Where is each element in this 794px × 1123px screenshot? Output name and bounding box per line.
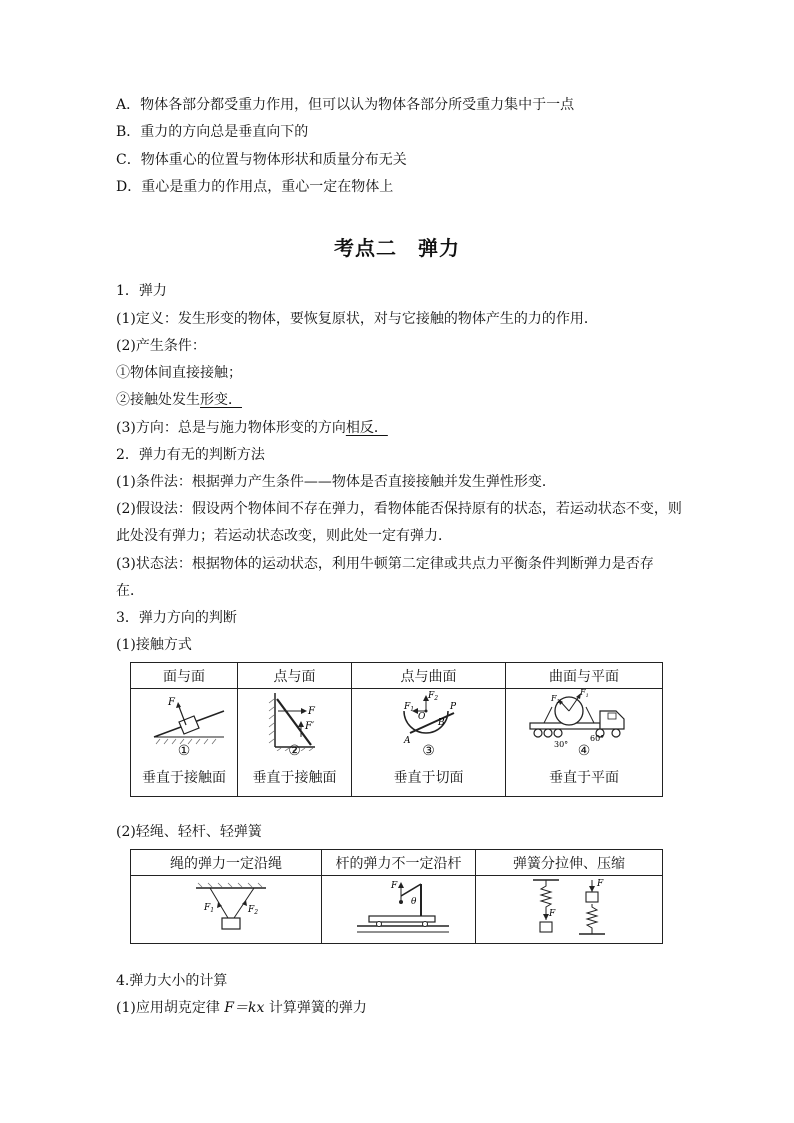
contact-fig-4: [506, 689, 663, 797]
light-object-table: [130, 849, 663, 944]
rod-wall-figure: [245, 689, 345, 751]
contact-fig-2: [238, 689, 352, 797]
s1-dir-prefix: (3)方向：总是与施力物体形变的方向: [116, 420, 346, 436]
incline-block-figure: [134, 689, 234, 749]
s3-sub2: (2)轻绳、轻杆、轻弹簧: [116, 824, 262, 840]
option-b: B．重力的方向总是垂直向下的: [116, 124, 309, 140]
rod-cart-figure: [339, 876, 459, 938]
rope-label-F1: $F_1$: [204, 903, 215, 914]
fig3-label-B: B: [437, 718, 445, 728]
section-title: 考点二 弹力: [334, 236, 460, 260]
fig2-label-F: F: [307, 706, 315, 717]
s3-heading: 3．弹力方向的判断: [116, 610, 237, 626]
rope-figure: [166, 876, 286, 938]
light-header-1: 绳的弹力一定沿绳: [131, 850, 322, 876]
s2-method2-a: (2)假设法：假设两个物体间不存在弹力，看物体能否保持原有的状态，若运动状态不变，则: [116, 501, 682, 517]
contact-caption-3: 垂直于切面: [393, 770, 464, 786]
contact-number-3: ③: [422, 743, 435, 759]
spring-label-F1: F: [549, 909, 556, 919]
contact-number-2: ②: [288, 743, 301, 759]
contact-header-3: 点与曲面: [352, 663, 506, 689]
fig2-label-Fprime: F′: [304, 721, 314, 732]
rod-fig: [322, 876, 476, 944]
s4-hooke-prefix: (1)应用胡克定律: [116, 1000, 225, 1016]
contact-number-4: ④: [577, 743, 591, 759]
s1-cond1: ①物体间直接接触；: [116, 365, 242, 381]
s2-method3-b: 在．: [116, 583, 144, 599]
fig3-label-F2: $F_2$: [427, 691, 438, 702]
option-d: D．重心是重力的作用点，重心一定在物体上: [116, 179, 394, 195]
light-header-2: 杆的弹力不一定沿杆: [322, 850, 476, 876]
fig1-label-F: F: [168, 697, 175, 708]
contact-header-1: 面与面: [131, 663, 238, 689]
contact-number-1: ①: [177, 743, 191, 759]
fig3-label-P: P: [449, 702, 456, 712]
s2-heading: 2．弹力有无的判断方法: [116, 447, 265, 463]
s1-direction: [116, 418, 388, 438]
spring-fig: [476, 876, 663, 944]
rod-label-F: F: [390, 881, 397, 891]
rope-fig: [131, 876, 322, 944]
s1-cond2: [116, 390, 242, 410]
s3-sub1: (1)接触方式: [116, 637, 192, 653]
fig3-label-F1: $F_1$: [403, 702, 414, 713]
s2-method1: (1)条件法：根据弹力产生条件——物体是否直接接触并发生弹性形变．: [116, 474, 556, 490]
fig3-label-O: O: [417, 712, 425, 722]
bowl-rod-figure: [374, 689, 484, 751]
fig4-label-F2: $F_2$: [551, 694, 560, 705]
spring-figure: [509, 876, 629, 938]
s1-definition: (1)定义：发生形变的物体，要恢复原状，对与它接触的物体产生的力的作用．: [116, 311, 598, 327]
s1-cond2-prefix: ②接触处发生: [116, 392, 200, 408]
s1-heading: 1．弹力: [116, 283, 167, 299]
option-a: A．物体各部分都受重力作用，但可以认为物体各部分所受重力集中于一点: [116, 97, 575, 113]
option-c: C．物体重心的位置与物体形状和质量分布无关: [116, 152, 407, 168]
s4-hooke-suffix: 计算弹簧的弹力: [264, 1000, 367, 1016]
s1-cond-heading: (2)产生条件：: [116, 338, 206, 354]
s4-hooke: [116, 998, 367, 1018]
fig3-label-A: A: [403, 736, 410, 746]
contact-header-4: 曲面与平面: [506, 663, 663, 689]
contact-caption-2: 垂直于接触面: [252, 770, 337, 786]
contact-fig-3: [352, 689, 506, 797]
rope-label-F2: $F_2$: [248, 905, 259, 916]
rod-label-theta: θ: [410, 897, 416, 907]
spring-label-F2: F: [597, 879, 604, 889]
s1-cond2-blank: 形变．: [200, 392, 242, 408]
light-header-3: 弹簧分拉伸、压缩: [476, 850, 663, 876]
contact-caption-4: 垂直于平面: [549, 770, 619, 786]
contact-header-2: 点与面: [238, 663, 352, 689]
s2-method3-a: (3)状态法：根据物体的运动状态，利用牛顿第二定律或共点力平衡条件判断弹力是否存: [116, 556, 654, 572]
contact-caption-1: 垂直于接触面: [142, 770, 226, 786]
fig4-label-F1: $F_1$: [580, 689, 589, 699]
s1-dir-blank: 相反．: [345, 420, 388, 436]
s2-method2-b: 此处没有弹力；若运动状态改变，则此处一定有弹力．: [116, 528, 452, 544]
fig4-label-30: 30°: [554, 740, 569, 749]
s4-hooke-formula: F＝kx: [224, 1000, 265, 1016]
truck-cylinder-figure: [524, 689, 644, 751]
contact-fig-1: [131, 689, 238, 797]
fig4-label-60: 60°: [590, 734, 605, 743]
s4-heading: 4.弹力大小的计算: [116, 973, 228, 989]
contact-table: [130, 662, 663, 797]
